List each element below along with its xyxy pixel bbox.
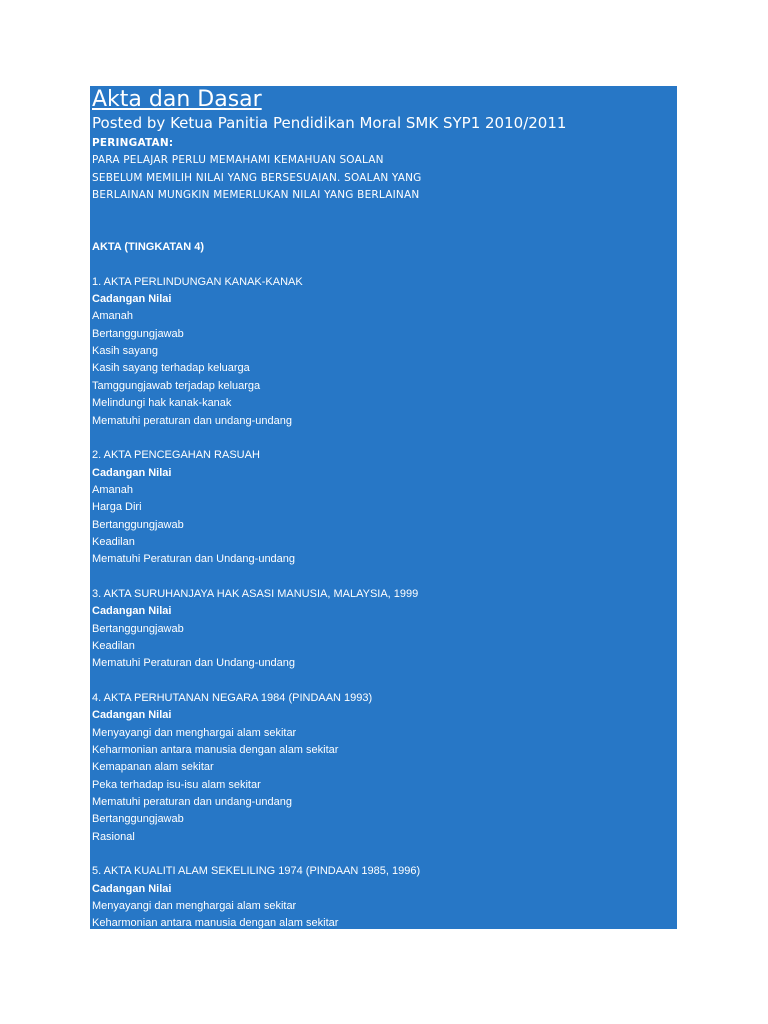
value-item: Harga Diri [92,501,142,514]
spacer [92,204,675,221]
warning-line: SEBELUM MEMILIH NILAI YANG BERSESUAIAN. SOALAN YANG [92,171,422,184]
act-block [92,447,675,568]
value-item: Mematuhi Peraturan dan Undang-undang [92,553,296,566]
value-item: Keadilan [92,639,135,652]
value-item: Mematuhi peraturan dan undang-undang [92,414,292,427]
spacer [92,222,675,239]
spacer [92,569,675,586]
values-label: Cadangan Nilai [92,709,172,722]
content-panel [90,86,677,929]
value-item: Amanah [92,483,133,496]
post-byline: Posted by Ketua Panitia Pendidikan Moral SMK SYP1 2010/2011 [92,114,567,132]
act-block [92,863,675,929]
section-heading: AKTA (TINGKATAN 4) [92,241,205,254]
value-item: Bertanggungjawab [92,327,184,340]
value-item: Kemapanan alam sekitar [92,761,214,774]
act-heading: 1. AKTA PERLINDUNGAN KANAK-KANAK [92,275,303,288]
value-item: Keharmonian antara manusia dengan alam sekitar [92,917,339,929]
value-item: Keadilan [92,535,135,548]
act-block [92,274,675,430]
value-item: Bertanggungjawab [92,813,184,826]
spacer [92,673,675,690]
act-heading: 4. AKTA PERHUTANAN NEGARA 1984 (PINDAAN 1993) [92,692,373,704]
act-block [92,586,675,673]
post-title-link[interactable]: Akta dan Dasar [92,87,262,112]
spacer [92,430,675,447]
warning-line: BERLAINAN MUNGKIN MEMERLUKAN NILAI YANG BERLAINAN [92,189,420,202]
value-item: Bertanggungjawab [92,622,184,635]
value-item: Bertanggungjawab [92,518,184,531]
act-block [92,690,675,846]
value-item: Mematuhi Peraturan dan Undang-undang [92,657,296,670]
values-label: Cadangan Nilai [92,605,172,618]
value-item: Rasional [92,830,135,843]
act-heading: 5. AKTA KUALITI ALAM SEKELILING 1974 (PINDAAN 1985, 1996) [92,865,421,878]
values-label: Cadangan Nilai [92,882,172,895]
act-heading: 3. AKTA SURUHANJAYA HAK ASASI MANUSIA, MALAYSIA, 1999 [92,587,419,600]
value-item: Peka terhadap isu-isu alam sekitar [92,778,261,791]
spacer [92,256,675,273]
value-item: Menyayangi dan menghargai alam sekitar [92,900,297,913]
value-item: Amanah [92,310,133,323]
value-item: Menyayangi dan menghargai alam sekitar [92,726,297,739]
act-heading: 2. AKTA PENCEGAHAN RASUAH [92,449,260,462]
value-item: Melindungi hak kanak-kanak [92,397,232,410]
values-label: Cadangan Nilai [92,466,172,479]
warning-heading: PERINGATAN: [92,137,174,149]
value-item: Keharmonian antara manusia dengan alam sekitar [92,744,339,757]
value-item: Kasih sayang [92,345,159,358]
post-body [92,135,675,929]
spacer [92,846,675,863]
value-item: Tamggungjawab terjadap keluarga [92,379,261,392]
value-item: Mematuhi peraturan dan undang-undang [92,796,292,809]
values-label: Cadangan Nilai [92,293,172,306]
value-item: Kasih sayang terhadap keluarga [92,362,250,375]
warning-line: PARA PELAJAR PERLU MEMAHAMI KEMAHUAN SOALAN [92,154,384,167]
